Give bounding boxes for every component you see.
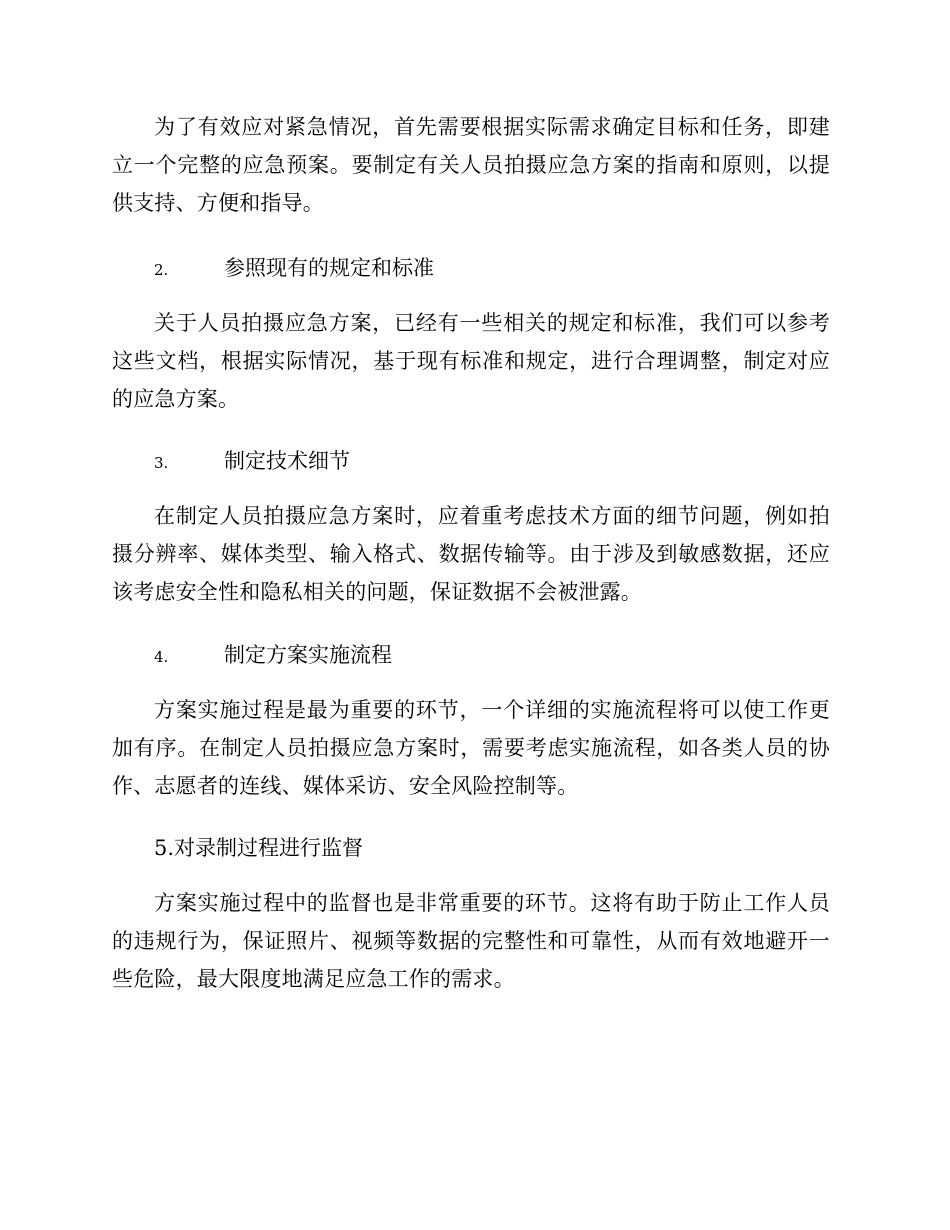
paragraph-standards: 关于人员拍摄应急方案，已经有一些相关的规定和标准，我们可以参考这些文档，根据实际情况，基于现有标准和规定，进行合理调整，制定对应的应急方案。	[112, 311, 830, 411]
section-heading-3	[154, 442, 350, 482]
paragraph-emergency-plan: 为了有效应对紧急情况，首先需要根据实际需求确定目标和任务，即建立一个完整的应急预案。要制定有关人员拍摄应急方案的指南和原则，以提供支持、方便和指导。	[112, 115, 830, 215]
section-title: 制定方案实施流程	[224, 643, 392, 667]
paragraph-supervision: 方案实施过程中的监督也是非常重要的环节。这将有助于防止工作人员的违规行为，保证照片、视频等数据的完整性和可靠性，从而有效地避开一些危险，最大限度地满足应急工作的需求。	[112, 891, 830, 991]
section-title: 对录制过程进行监督	[174, 836, 364, 860]
section-number: 2.	[154, 261, 169, 279]
paragraph-technical-details: 在制定人员拍摄应急方案时，应着重考虑技术方面的细节问题，例如拍摄分辨率、媒体类型、输入格式、数据传输等。由于涉及到敏感数据，还应该考虑安全性和隐私相关的问题，保证数据不会被泄露。	[112, 504, 830, 604]
section-number: 5.	[154, 836, 175, 860]
section-heading-4	[154, 636, 392, 676]
section-title: 参照现有的规定和标准	[224, 256, 434, 280]
section-heading-2	[154, 249, 434, 289]
section-title: 制定技术细节	[224, 449, 350, 473]
section-number: 3.	[154, 454, 169, 472]
paragraph-implementation: 方案实施过程是最为重要的环节，一个详细的实施流程将可以使工作更加有序。在制定人员拍摄应急方案时，需要考虑实施流程，如各类人员的协作、志愿者的连线、媒体采访、安全风险控制等。	[112, 698, 830, 798]
section-heading-5	[154, 829, 363, 867]
section-number: 4.	[154, 648, 169, 666]
